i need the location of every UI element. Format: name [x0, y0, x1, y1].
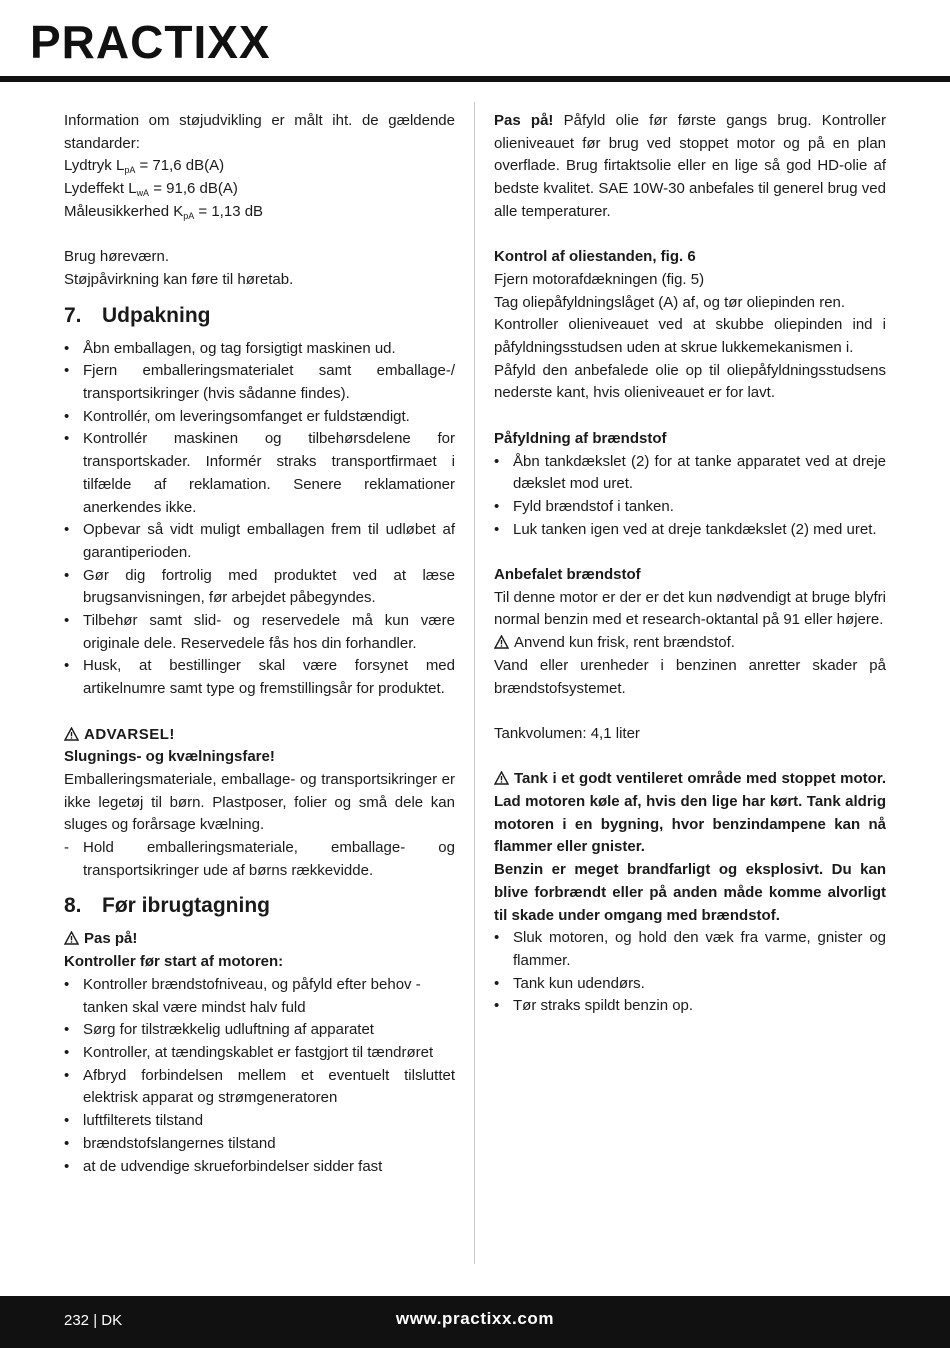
list-item: • Kontrollér, om leveringsomfanget er fuldstændigt. [64, 406, 455, 429]
recommended-fuel-warning: Anvend kun frisk, rent brændstof. [494, 632, 886, 655]
fuel-heading: Påfyldning af brændstof [494, 429, 667, 447]
list-item: • Tank kun udendørs. [494, 973, 886, 996]
list-item: • Kontroller, at tændingskablet er fastgjort til tændrøret [64, 1042, 455, 1065]
fuel-list [494, 451, 886, 542]
hearing-note-1: Brug høreværn. [64, 248, 170, 266]
list-item: • luftfilterets tilstand [64, 1110, 455, 1133]
website-link[interactable]: www.practixx.com [395, 1309, 555, 1328]
tank-warning: Tank i et godt ventileret område med stoppet motor. Lad motoren køle af, hvis den lige har kørt. Tank aldrig motoren i en bygning, hvor benzindampene kan nå flammer eller gnister. [494, 770, 886, 856]
warning-text: Emballeringsmateriale, emballage- og transportsikringer er ikke legetøj til børn. Plastposer, folier og små dele kan sluges og forårsage kvælning. [64, 770, 455, 834]
unpack-list [64, 338, 455, 701]
tank-warning-2: Benzin er meget brandfarligt og eksplosivt. Du kan blive forbrændt eller på anden måde komme alvorligt til skade under omgang med brændstof. [494, 861, 886, 924]
warning-triangle-icon [64, 928, 79, 951]
svg-text:PRACTIXX: PRACTIXX [30, 16, 271, 68]
noise-intro: Information om støjudvikling er målt iht. de gældende standarder: [64, 112, 455, 152]
list-item: - Hold emballeringsmateriale, emballage- og transportsikringer ude af børns rækkevidde. [64, 837, 455, 882]
list-item: • Fyld brændstof i tanken. [494, 496, 886, 519]
list-item: • Kontroller brændstofniveau, og påfyld efter behov - tanken skal være mindst halv fuld [64, 974, 455, 1019]
list-item: • Kontrollér maskinen og tilbehørsdelene for transportskader. Informér straks transportfirmaet i tilfælde af reklamation. Senere reklamationer anerkendes ikke. [64, 428, 455, 519]
recommended-fuel-text: Til denne motor er der er det kun nødvendigt at bruge blyfri normal benzin med et research-oktantal på 91 eller højere. [494, 588, 886, 629]
header-rule [0, 76, 950, 82]
list-item: • Tør straks spildt benzin op. [494, 995, 886, 1018]
warning-triangle-icon [64, 724, 79, 747]
list-item: • Åbn tankdækslet (2) for at tanke apparatet ved at dreje dækslet mod uret. [494, 451, 886, 496]
column-divider [474, 102, 475, 1264]
noise-lydeffekt: Lydeffekt $L_{wA} = 91,6$ dB(A) [64, 180, 238, 199]
hearing-note-2: Støjpåvirkning kan føre til høretab. [64, 270, 294, 288]
safety-list [494, 927, 886, 1018]
list-item: • at de udvendige skrueforbindelser sidder fast [64, 1156, 455, 1179]
list-item: • Fjern emballeringsmaterialet samt emballage-/ transportsikringer (hvis sådanne findes). [64, 360, 455, 405]
oilcheck-step-1: Fjern motorafdækningen (fig. 5) [494, 270, 705, 288]
recommended-fuel-heading: Anbefalet brændstof [494, 566, 641, 584]
list-item: • Åbn emballagen, og tag forsigtigt maskinen ud. [64, 338, 455, 361]
list-item: • Husk, at bestillinger skal være forsynet med artikelnumre samt type og fremstillingsår for produktet. [64, 655, 455, 700]
recommended-fuel-text-2: Vand eller urenheder i benzinen anretter skader på brændstofsystemet. [494, 656, 886, 697]
oilcheck-heading: Kontrol af oliestanden, fig. 6 [494, 248, 696, 266]
page-header [0, 0, 950, 86]
list-item: • Sluk motoren, og hold den væk fra varme, gnister og flammer. [494, 927, 886, 972]
oilcheck-step-3: Kontroller olieniveauet ved at skubbe oliepinden ind i påfyldningsstudsen uden at skrue lukkemekanismen i. [494, 316, 886, 357]
oilcheck-step-4: Påfyld den anbefalede olie op til oliepåfyldningsstudsens nederste kant, hvis olieniveauet er for lavt. [494, 361, 886, 402]
warning-dash-list [64, 837, 455, 882]
caution-subheading: Kontroller før start af motoren: [64, 953, 284, 971]
warning-subheading: Slugnings- og kvælningsfare! [64, 748, 275, 766]
noise-maaleusikkerhed: Måleusikkerhed $K_{pA} = 1,13$ dB [64, 202, 264, 221]
list-item: • Afbryd forbindelsen mellem et eventuelt tilsluttet elektrisk apparat og strømgeneratoren [64, 1065, 455, 1110]
noise-lydtryk: Lydtryk $L_{pA} = 71,6$ dB(A) [64, 157, 225, 176]
section-8-heading: 8. Før ibrugtagning [64, 894, 270, 918]
right-column [494, 110, 886, 1018]
check-list [64, 974, 455, 1178]
section-7-heading: 7. Udpakning [64, 303, 211, 327]
list-item: • brændstofslangernes tilstand [64, 1133, 455, 1156]
left-column [64, 110, 455, 1178]
list-item: • Tilbehør samt slid- og reservedele må kun være originale dele. Reservedele fås hos din forhandler. [64, 610, 455, 655]
practixx-logo [30, 14, 330, 74]
oilcheck-step-2: Tag oliepåfyldningslåget (A) af, og tør oliepinden ren. [494, 293, 846, 311]
caution-heading: Pas på! [64, 928, 455, 951]
warning-heading: ADVARSEL! [64, 724, 455, 747]
list-item: • Sørg for tilstrækkelig udluftning af apparatet [64, 1019, 455, 1042]
warning-triangle-icon [494, 768, 509, 791]
page-number: 232 | DK [64, 1312, 123, 1329]
page-footer [0, 1296, 950, 1348]
list-item: • Opbevar så vidt muligt emballagen frem til udløbet af garantiperioden. [64, 519, 455, 564]
warning-triangle-icon [494, 632, 509, 655]
tank-volume: Tankvolumen: 4,1 liter [494, 724, 640, 742]
oil-intro: Pas på! Påfyld olie før første gangs brug. Kontroller olieniveauet før brug ved stoppet motor og på en plan overflade. Brug firtaktsolie eller en lige så god HD-olie af bedste kvalitet. SAE 10W-30 anbefales til generel brug ved alle temperaturer. [494, 112, 886, 220]
list-item: • Luk tanken igen ved at dreje tankdækslet (2) med uret. [494, 519, 886, 542]
list-item: • Gør dig fortrolig med produktet ved at læse brugsanvisningen, før arbejdet påbegyndes. [64, 565, 455, 610]
